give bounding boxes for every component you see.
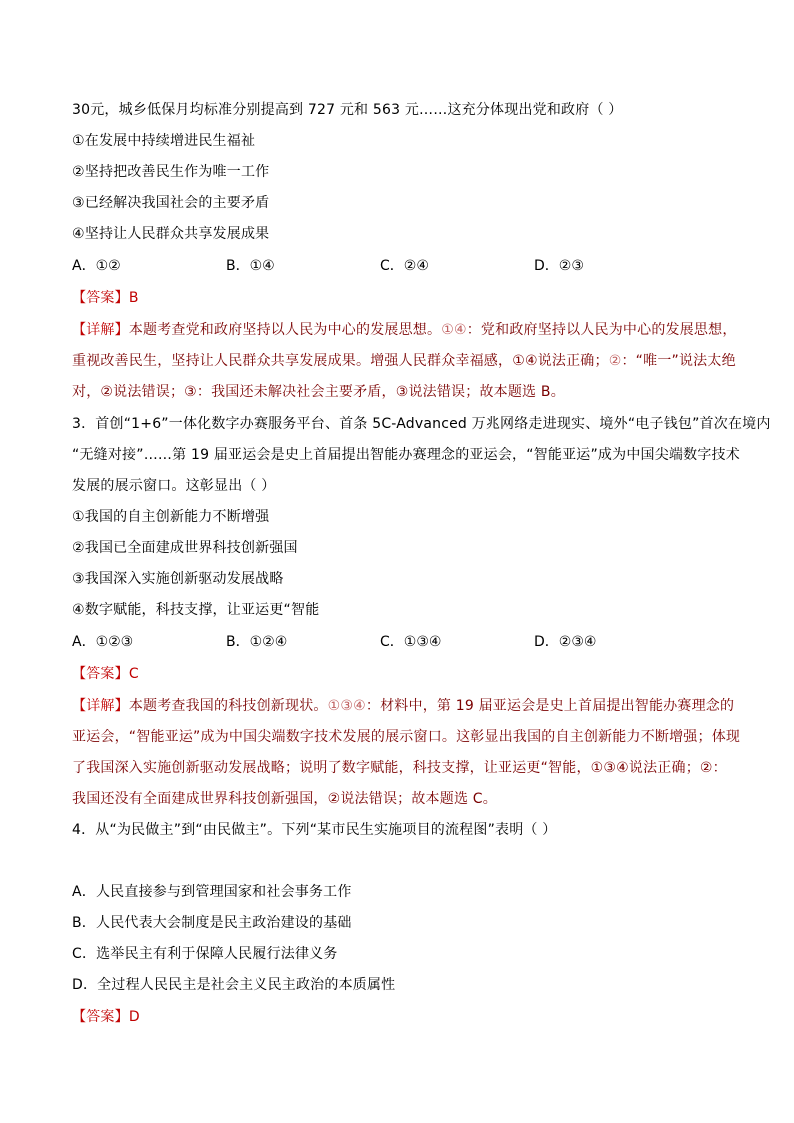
answer-label: 【答案】	[72, 666, 129, 682]
q4-stem: 4．从“为民做主”到“由民做主”。下列“某市民生实施项目的流程图”表明（ ）	[72, 822, 557, 838]
q3-option-a: A．①②③	[72, 634, 134, 650]
detail-label: 【详解】	[72, 322, 129, 338]
detail-text: ：党和政府坚持以人民为中心的发展思想，	[466, 322, 737, 338]
q3-statement-1: ①我国的自主创新能力不断增强	[72, 509, 270, 525]
q2-detail-line-2	[72, 351, 736, 371]
q2-detail-line-3: 对，②说法错误；③：我国还未解决社会主要矛盾，③说法错误；故本题选 B。	[72, 384, 565, 400]
q3-stem-line-2: “无缝对接”……第 19 届亚运会是史上首届提出智能办赛理念的亚运会，“智能亚运”成为中国尖端数字技术	[72, 447, 740, 463]
q2-statement-4: ④坚持让人民群众共享发展成果	[72, 226, 270, 242]
q3-detail-line-1	[72, 696, 734, 716]
q3-detail-line-2: 亚运会，“智能亚运”成为中国尖端数字技术发展的展示窗口。这彰显出我国的自主创新能力不断增强；体现	[72, 729, 741, 745]
detail-text: 重视改善民生，坚持让人民群众共享发展成果。增强人民群众幸福感，①④说法正确；	[72, 353, 609, 369]
detail-label: 【详解】	[72, 698, 129, 714]
detail-text: ：“唯一”说法太绝	[621, 353, 736, 369]
answer-label: 【答案】	[72, 1009, 129, 1025]
q3-detail-line-4: 我国还没有全面建成世界科技创新强国，②说法错误；故本题选 C。	[72, 791, 497, 807]
answer-value: C	[128, 666, 139, 682]
q3-option-d: D．②③④	[534, 634, 597, 650]
detail-highlight: ①④	[441, 322, 467, 338]
q2-statement-2: ②坚持把改善民生作为唯一工作	[72, 164, 270, 180]
q4-option-b: B．人民代表大会制度是民主政治建设的基础	[72, 915, 352, 931]
q2-answer	[72, 288, 139, 308]
q3-option-c: C．①③④	[380, 634, 442, 650]
q3-stem-line-3: 发展的展示窗口。这彰显出（ ）	[72, 478, 276, 494]
detail-text: ：材料中，第 19 届亚运会是史上首届提出智能办赛理念的	[365, 698, 735, 714]
q2-statement-1: ①在发展中持续增进民生福祉	[72, 133, 256, 149]
q4-option-c: C．选举民主有利于保障人民履行法律义务	[72, 946, 338, 962]
q3-statement-4: ④数字赋能，科技支撑，让亚运更“智能	[72, 602, 320, 618]
detail-text: 本题考查党和政府坚持以人民为中心的发展思想。	[128, 322, 442, 338]
q2-stem-tail: 30元，城乡低保月均标准分别提高到 727 元和 563 元……这充分体现出党和政府（ ）	[72, 102, 623, 118]
q2-option-d: D．②③	[534, 258, 584, 274]
detail-highlight: ①③④	[327, 698, 366, 714]
q2-statement-3: ③已经解决我国社会的主要矛盾	[72, 195, 270, 211]
q4-option-a: A．人民直接参与到管理国家和社会事务工作	[72, 884, 352, 900]
answer-value: D	[128, 1009, 140, 1025]
q3-statement-2: ②我国已全面建成世界科技创新强国	[72, 540, 298, 556]
q4-answer	[72, 1007, 140, 1027]
q4-option-d: D．全过程人民民主是社会主义民主政治的本质属性	[72, 977, 396, 993]
q3-answer	[72, 664, 139, 684]
detail-text: 本题考查我国的科技创新现状。	[128, 698, 328, 714]
q3-statement-3: ③我国深入实施创新驱动发展战略	[72, 571, 284, 587]
answer-value: B	[128, 290, 139, 306]
q3-detail-line-3: 了我国深入实施创新驱动发展战略；说明了数字赋能，科技支撑，让亚运更“智能，①③④说法正确；②：	[72, 760, 727, 776]
q3-option-b: B．①②④	[226, 634, 288, 650]
answer-label: 【答案】	[72, 290, 129, 306]
q2-option-c: C．②④	[380, 258, 429, 274]
q2-option-b: B．①④	[226, 258, 275, 274]
q2-detail-line-1	[72, 320, 737, 340]
q3-stem-line-1: 3．首创“1+6”一体化数字办赛服务平台、首条 5C-Advanced 万兆网络走进现实、境外“电子钱包”首次在境内	[72, 416, 771, 432]
detail-highlight: ②	[608, 353, 622, 369]
q2-option-a: A．①②	[72, 258, 121, 274]
